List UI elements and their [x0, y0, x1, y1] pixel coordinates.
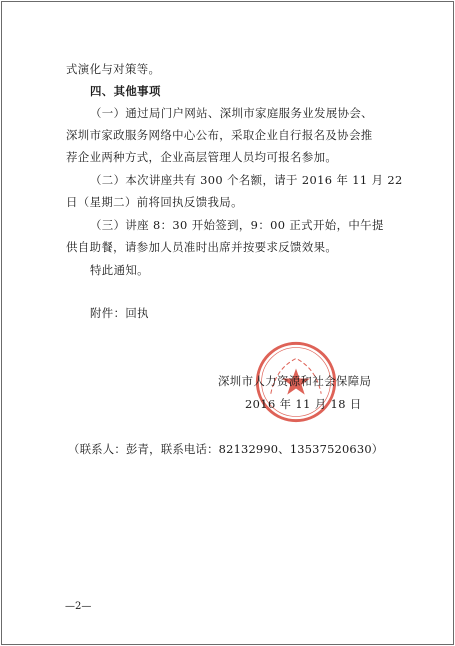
contact-info: （联系人：彭青，联系电话：82132990、13537520630） [68, 442, 384, 456]
body-line-5: 荐企业两种方式，企业高层管理人员均可报名参加。 [66, 150, 338, 164]
body-line-4: 深圳市家政服务网络中心公布，采取企业自行报名及协会推 [66, 128, 373, 142]
page-border [1, 1, 454, 645]
page-number: —2— [65, 601, 92, 612]
body-line-7: 日（星期二）前将回执反馈我局。 [66, 195, 243, 209]
body-line-6: （二）本次讲座共有 300 个名额，请于 2016 年 11 月 22 [90, 173, 403, 187]
closing-line: 特此通知。 [90, 263, 149, 277]
section-heading-other-matters: 四、其他事项 [90, 84, 161, 98]
attachment-line: 附件：回执 [90, 306, 149, 320]
issuer-name: 深圳市人力资源和社会保障局 [218, 374, 372, 388]
body-line-3: （一）通过局门户网站、深圳市家庭服务业发展协会、 [90, 106, 373, 120]
body-line-9: 供自助餐，请参加人员准时出席并按要求反馈效果。 [66, 240, 338, 254]
body-line-1: 式演化与对策等。 [66, 62, 161, 76]
body-line-8: （三）讲座 8：30 开始签到，9：00 正式开始，中午提 [90, 218, 384, 232]
issue-date: 2016 年 11 月 18 日 [245, 397, 362, 411]
